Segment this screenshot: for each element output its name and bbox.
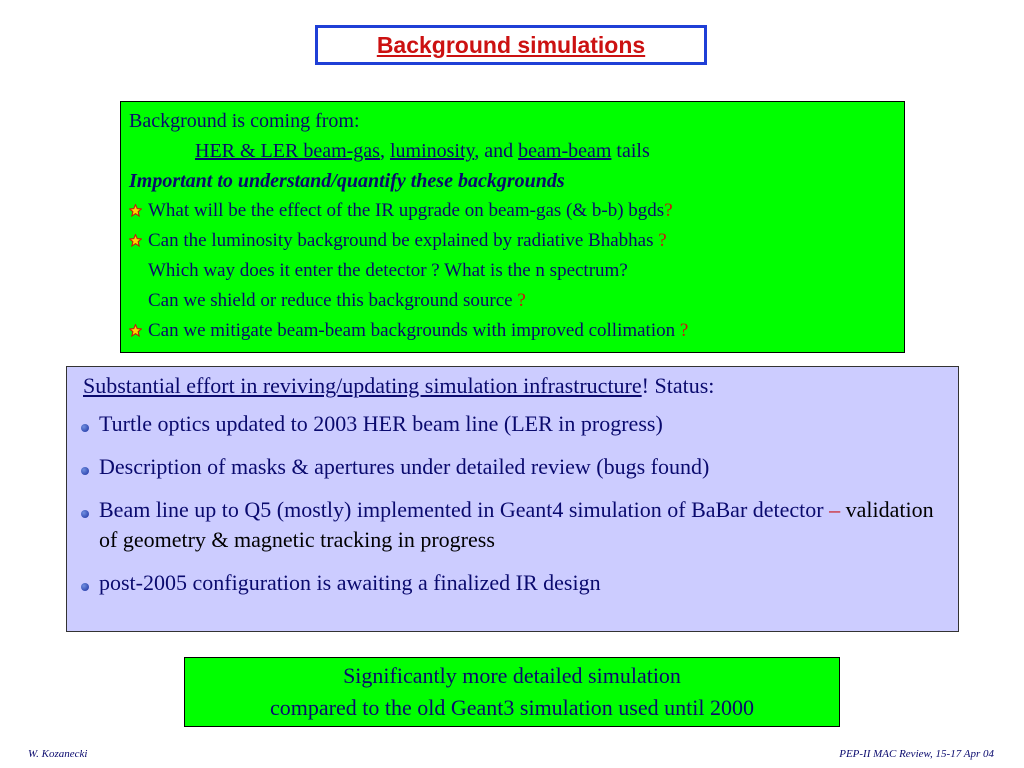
question-1-mark: ? xyxy=(664,200,673,221)
sources-list xyxy=(129,136,896,166)
source-beam-beam: beam-beam xyxy=(518,140,612,162)
simulation-status-box xyxy=(66,366,959,632)
question-1-text: What will be the effect of the IR upgrade on beam-gas (& b-b) bgds xyxy=(148,200,665,221)
question-5-text: Can we mitigate beam-beam backgrounds with improved collimation xyxy=(148,320,680,341)
important-statement: Important to understand/quantify these backgrounds xyxy=(129,170,565,192)
question-5-mark: ? xyxy=(679,320,689,341)
question-1 xyxy=(129,196,896,226)
summary-box xyxy=(184,657,840,727)
question-4-text: Can we shield or reduce this background source xyxy=(148,290,518,311)
summary-line-2: compared to the old Geant3 simulation used until 2000 xyxy=(270,695,754,720)
status-item-2: Description of masks & apertures under detailed review (bugs found) xyxy=(99,454,710,479)
list-item xyxy=(81,495,944,555)
status-intro-heading: Substantial effort in reviving/updating simulation infrastructure xyxy=(83,373,642,398)
background-sources-box xyxy=(120,101,905,353)
title-box xyxy=(315,25,707,65)
star-bullet-icon xyxy=(129,204,142,217)
question-2-text: Can the luminosity background be explained by radiative Bhabhas xyxy=(148,230,659,251)
question-4-mark: ? xyxy=(517,290,526,311)
question-5 xyxy=(129,316,896,346)
status-intro xyxy=(83,373,944,399)
question-4 xyxy=(129,286,896,316)
star-bullet-icon xyxy=(129,324,142,337)
source-sep2: , and xyxy=(474,140,519,162)
status-item-3-part2: validation of geometry & magnetic tracking in progress xyxy=(99,497,934,552)
bullet-icon xyxy=(81,510,89,518)
page-title: Background simulations xyxy=(376,31,646,58)
bullet-icon xyxy=(81,467,89,475)
question-2-mark: ? xyxy=(658,230,667,251)
status-intro-rest: ! Status: xyxy=(641,373,715,398)
footer-event: PEP-II MAC Review, 15-17 Apr 04 xyxy=(839,748,994,760)
source-her-ler: HER & LER beam-gas xyxy=(195,140,380,162)
summary-line-1: Significantly more detailed simulation xyxy=(343,663,681,688)
question-2 xyxy=(129,226,896,256)
bullet-icon xyxy=(81,583,89,591)
bullet-icon xyxy=(81,424,89,432)
list-item xyxy=(81,568,944,598)
footer-author: W. Kozanecki xyxy=(28,748,88,760)
list-item xyxy=(81,409,944,439)
question-3: Which way does it enter the detector ? What is the n spectrum? xyxy=(148,260,628,281)
status-item-3 xyxy=(99,495,944,555)
status-item-3-part1: Beam line up to Q5 (mostly) implemented in Geant4 simulation of BaBar detector xyxy=(99,497,830,522)
list-item xyxy=(81,452,944,482)
source-tail: tails xyxy=(611,140,650,162)
source-sep1: , xyxy=(379,140,390,162)
status-item-1: Turtle optics updated to 2003 HER beam line (LER in progress) xyxy=(99,411,663,436)
sources-intro: Background is coming from: xyxy=(129,110,360,132)
status-item-4: post-2005 configuration is awaiting a finalized IR design xyxy=(99,570,601,595)
status-item-3-dash: – xyxy=(829,497,841,522)
source-luminosity: luminosity xyxy=(389,140,475,162)
star-bullet-icon xyxy=(129,234,142,247)
